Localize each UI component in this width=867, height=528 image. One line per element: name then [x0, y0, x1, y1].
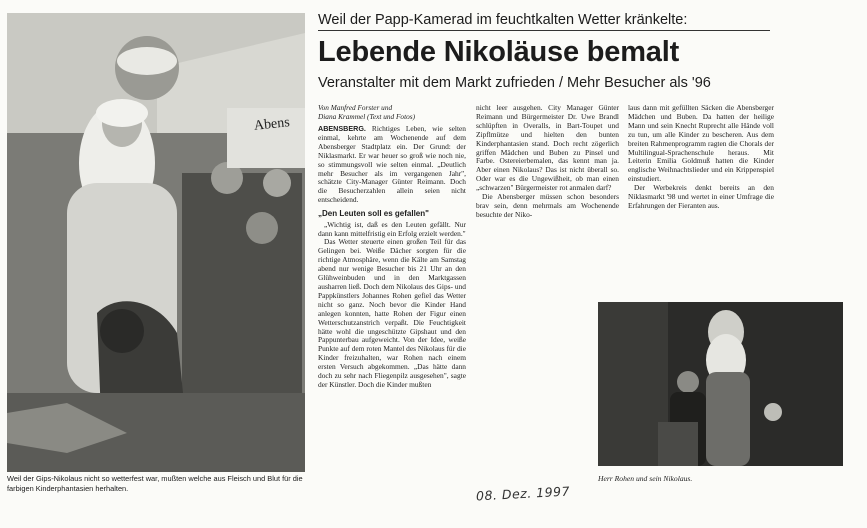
- market-stall-sign: Abens: [253, 115, 291, 134]
- paragraph: laus dann mit gefüllten Säcken die Abensberger Mädchen und Buben. Da hatten der heilige Mann und sein Knecht Ruprecht alle Hände voll zu tun, um alle Kinder zu bescheren. Aus dem breiten Rahmenprogramm ragten die Chorals der Multilingual-Sprachenschule heraus. Mit Leiterin Emilia Goldmuß hatten die Kinder englische Weihnachtslieder und ein Krippenspiel einstudiert.: [628, 103, 774, 184]
- paragraph: „Wichtig ist, daß es den Leuten gefällt. Nur dann kann mittelfristig ein Erfolg erzielt werden.": [318, 219, 466, 238]
- article-column-2: [476, 104, 619, 220]
- article-subhead: Veranstalter mit dem Markt zufrieden / Mehr Besucher als '96: [318, 75, 711, 91]
- photo-right-illustration: [598, 302, 843, 466]
- paragraph: Das Wetter steuerte einen großen Teil für das Gelingen bei. Weiße Dächer sorgten für die richtige Atmosphäre, wenn die Kälte am Samstag abend nur wenige Besucher bis 21 Uhr an den Glühweinbuden und in den Marktgassen ausharren ließ. Doch dem Nikolaus des Gips- und Pappkünstlers Johannes Rohen gefiel das Wetter nicht so ganz. Noch bevor die Kinder Hand anlegen konnten, hatte Rohen der Figur einen Wetterschutzanstrich verpaßt. Die Feuchtigkeit hätte wohl die ungeschützte Gipshaut und den Pappunterbau aufgeweicht. Von der Idee, weiße Punkte auf dem roten Mantel des Nikolaus für die Kinder freizuhalten, war Rohen nach einem ersten Versuch abgekommen. „Das hätte dann doch zu sehr nach Fliegenpilz ausgesehen", sagte der Künstler. Doch die Kinder mußten: [318, 237, 466, 389]
- article-column-3: [628, 104, 774, 211]
- byline-authors: Von Manfred Forster und: [318, 103, 393, 112]
- photo-rohen-nikolaus: [598, 302, 843, 466]
- paragraph-text: Richtiges Leben, wie selten einmal, kehrte am Wochenende auf dem Abensberger Stadtplatz ein. Der Grund: der Niklasmarkt. Er war heuer so groß wie noch nie, so stimmungsvoll wie selten einmal. „Deutlich mehr Besucher als im vergangenen Jahr", schätzte City-Manager Günter Reimann. Doch die Besucherzahlen allein seien nicht entscheidend.: [318, 124, 466, 205]
- photo-left-illustration: [7, 13, 305, 472]
- photo-right-caption: [598, 474, 843, 483]
- article-column-1: [318, 125, 466, 390]
- dateline: ABENSBERG.: [318, 124, 366, 133]
- article-headline: Lebende Nikoläuse bemalt: [318, 36, 680, 68]
- byline: [318, 104, 468, 121]
- paragraph: [318, 125, 466, 205]
- photo-nikolaus-children: [7, 13, 305, 472]
- paragraph: Die Abensberger müssen schon besonders brav sein, denn mehrmals am Wochenende besuchte der Niko-: [476, 192, 619, 219]
- photo-left-caption: Weil der Gips-Nikolaus nicht so wetterfest war, mußten welche aus Fleisch und Blut für die farbigen Kinderphantasien herhalten.: [7, 474, 303, 493]
- photo-right-caption-text: Herr Rohen und sein Nikolaus.: [598, 474, 693, 483]
- section-heading: „Den Leuten soll es gefallen": [318, 209, 429, 219]
- byline-credit: Diana Krammel (Text und Fotos): [318, 111, 416, 121]
- article-kicker: Weil der Papp-Kamerad im feuchtkalten Wetter kränkelte:: [318, 12, 770, 31]
- paragraph: Der Werbekreis denkt bereits an den Niklasmarkt '98 und wertet in einer Umfrage die Erfahrungen der Fieranten aus.: [628, 183, 774, 210]
- paragraph: nicht leer ausgehen. City Manager Günter Reimann und Bürgermeister Dr. Uwe Brandl schlüpften in Overalls, in Bart-Toupet und Zipflmütze und hielten den bunten Kinderphantasien stand. Doch recht zögerlich griffen Mädchen und Buben zu Pinsel und Farbe. Ostereierbemalen, das kennt man ja. Aber einen Nikolaus? Das ist nicht überall so. Oder war es die Ungewißheit, ob man einen „schwarzen" Bürgermeister rot anmalen darf?: [476, 103, 619, 193]
- handwritten-date: 08. Dez. 1997: [475, 483, 571, 504]
